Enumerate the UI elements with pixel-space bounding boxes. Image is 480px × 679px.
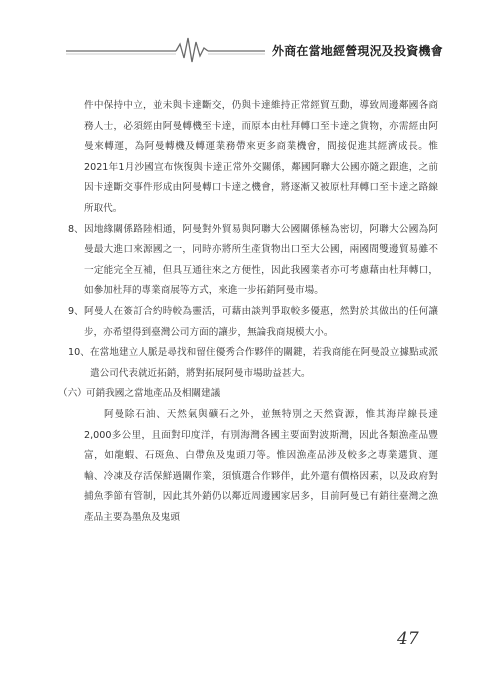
list-item-10 xyxy=(68,343,438,384)
list-number: 9、 xyxy=(68,305,84,317)
list-item-8 xyxy=(68,220,438,302)
list-text: 在當地建立人脈是尋找和留住優秀合作夥伴的關鍵，若我商能在阿曼設立據點或派遣公司代表就近拓銷，將對拓展阿曼市場助益甚大。 xyxy=(90,347,438,379)
list-number: 8、 xyxy=(68,223,84,235)
continuation-paragraph: 件中保持中立，並未與卡達斷交，仍與卡達維持正常經貿互動，導致周邊鄰國各商務人士，必須經由阿曼轉機至卡達，而原本由杜拜轉口至卡達之貨物，亦需經由阿曼來轉運，為阿曼轉機及轉運業務帶來更多商業機會，間接促進其經濟成長。惟2021年1月沙國宣布恢復與卡達正常外交關係，鄰國阿聯大公國亦隨之跟進，之前因卡達斷交事件形成由阿曼轉口卡達之機會，將逐漸又被原杜拜轉口至卡達之路線所取代。 xyxy=(84,100,438,214)
section-paragraph: 阿曼除石油、天然氣與礦石之外，並無特別之天然資源，惟其海岸線長達2,000多公里，且面對印度洋，有別海灣各國主要面對波斯灣，因此各類漁產品豐富，如龍蝦、石斑魚、白帶魚及鬼頭刀等。惟因漁產品涉及較多之專業選貨、運輸、冷凍及存活保鮮過關作業，須慎選合作夥伴，此外還有價格因素，以及政府對捕魚季節有管制，因此其外銷仍以鄰近周邊國家居多，目前阿曼已有銷往臺灣之漁產品主要為墨魚及鬼頭 xyxy=(84,408,438,523)
running-header xyxy=(0,30,480,70)
page-number: 47 xyxy=(397,629,419,649)
page-body xyxy=(58,96,438,528)
section-number: （六） xyxy=(58,388,87,400)
header-title: 外商在當地經營現況及投資機會 xyxy=(272,44,443,58)
list-item-9 xyxy=(68,302,438,343)
section-title: 可銷我國之當地產品及相關建議 xyxy=(86,388,221,400)
list-number: 10、 xyxy=(68,347,90,359)
list-text: 阿曼人在簽訂合約時較為靈活，可藉由談判爭取較多優惠，然對於其做出的任何讓步，亦希望得到臺灣公司方面的讓步，無論我商規模大小。 xyxy=(84,305,438,338)
section-heading xyxy=(58,384,438,405)
list-text: 因地緣關係路陸相通，阿曼對外貿易與阿聯大公國關係極為密切，阿聯大公國為阿曼最大進口來源國之一，同時亦將所生產貨物出口至大公國，兩國間雙邊貿易雖不一定能完全互補，但具互通往來之方便性，因此我國業者亦可考慮藉由杜拜轉口，如參加杜拜的專業商展等方式，來進一步拓銷阿曼市場。 xyxy=(84,223,438,297)
